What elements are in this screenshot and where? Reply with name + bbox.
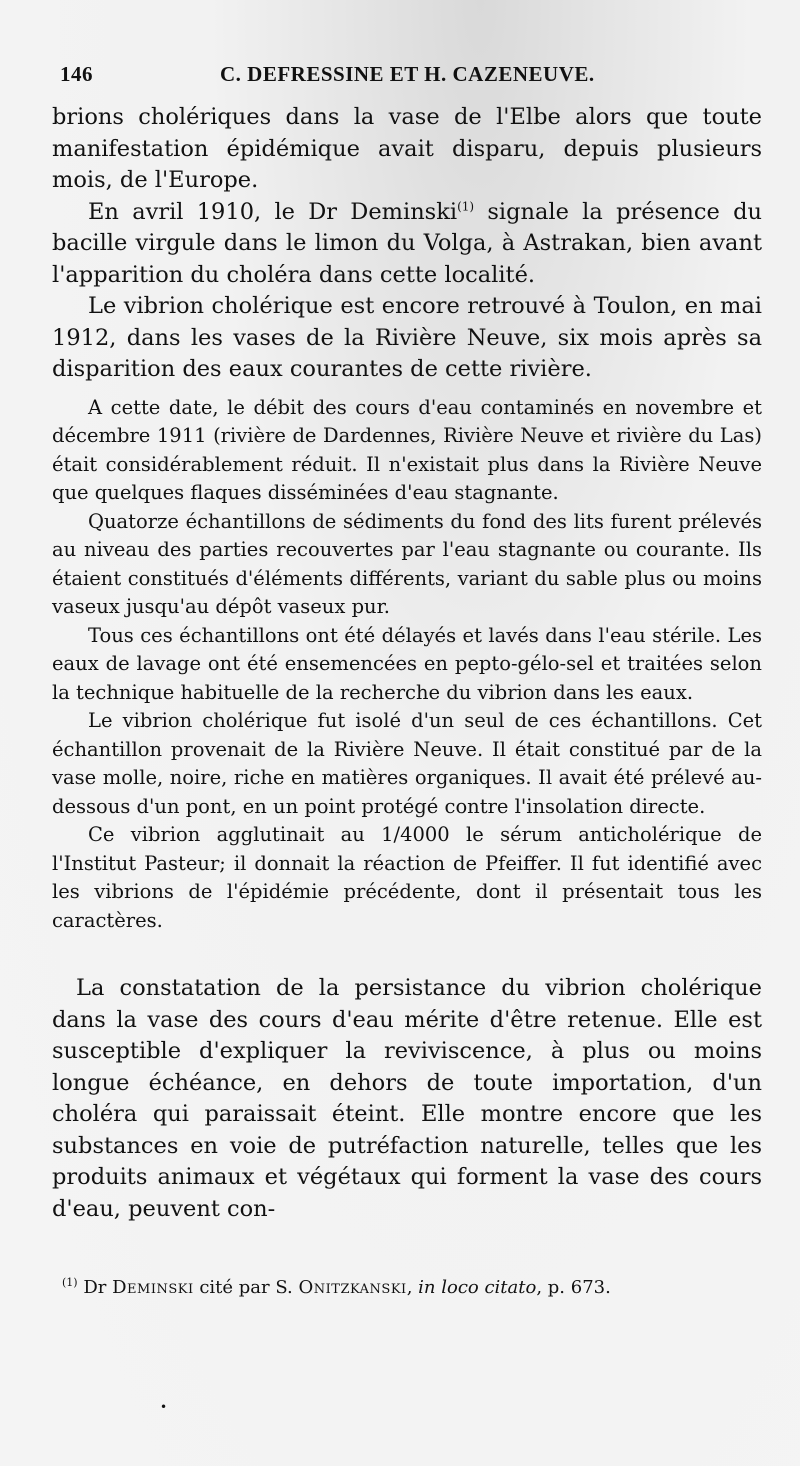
- footnote-title: Dr: [83, 1277, 107, 1298]
- paragraph-small: Le vibrion cholérique fut isolé d'un seul de ces échantillons. Cet échantillon provenait de la Rivière Neuve. Il était constitué par de la vase molle, noire, riche en matières organiques. Il avait été prélevé au-dessous d'un pont, en un point protégé contre l'insolation directe.: [52, 709, 762, 818]
- paragraph-small: Tous ces échantillons ont été délayés et lavés dans l'eau stérile. Les eaux de lavage ont été ensemencées en pepto-gélo-sel et traitées selon la technique habituelle de la recherche du vibrion dans les eaux.: [52, 623, 762, 704]
- small-text-block: [52, 394, 762, 936]
- paragraph-conclusion: La constatation de la persistance du vibrion cholérique dans la vase des cours d'eau mérite d'être retenue. Elle est susceptible d'expliquer la reviviscence, à plus ou moins longue échéance, en dehors de toute importation, d'un choléra qui paraissait éteint. Elle montre encore que les substances en voie de putréfaction naturelle, telles que les produits animaux et végétaux qui forment la vase des cours d'eau, peuvent con-: [52, 975, 762, 1222]
- paragraph-small: A cette date, le débit des cours d'eau contaminés en novembre et décembre 1911 (rivière de Dardennes, Rivière Neuve et rivière du Las) était considérablement réduit. Il n'existait plus dans la Rivière Neuve que quelques flaques disséminées d'eau stagnante.: [52, 395, 762, 504]
- main-text-block: [52, 102, 762, 386]
- paragraph-small: Quatorze échantillons de sédiments du fond des lits furent prélevés au niveau des parties recouvertes par l'eau stagnante ou courante. Ils étaient constitués d'éléments différents, variant du sable plus ou moins vaseux jusqu'au dépôt vaseux pur.: [52, 509, 762, 618]
- footnote-loco-citato: in loco citato: [418, 1277, 537, 1298]
- paragraph-toulon: Le vibrion cholérique est encore retrouvé à Toulon, en mai 1912, dans les vases de la Rivière Neuve, six mois après sa disparition des eaux courantes de cette rivière.: [52, 293, 762, 382]
- footnote-separator: ,: [406, 1277, 413, 1298]
- footnote: [52, 1271, 762, 1300]
- footnote-reference: (1): [457, 199, 475, 213]
- ink-speck: •: [160, 1400, 168, 1414]
- running-head: C. DEFRESSINE ET H. CAZENEUVE.: [220, 62, 595, 86]
- footnote-cited-by: cité par S.: [199, 1277, 293, 1298]
- spacer: [52, 935, 762, 973]
- page-number: 146: [60, 62, 93, 86]
- deminski-text-before: En avril 1910, le Dr Deminski: [88, 198, 458, 225]
- footnote-author-onitzkanski: Onitzkanski: [298, 1277, 407, 1298]
- page-header: [52, 62, 762, 102]
- paragraph-deminski: [52, 197, 762, 292]
- paragraph-continuation: brions cholériques dans la vase de l'Elbe alors que toute manifestation épidémique avait disparu, depuis plusieurs mois, de l'Europe.: [52, 104, 762, 193]
- footnote-author-deminski: Deminski: [112, 1277, 194, 1298]
- footnote-marker: (1): [62, 1276, 78, 1289]
- deminski-text-after: signale la présence du bacille virgule dans le limon du Volga, à Astrakan, bien avant l'apparition du choléra dans cette localité.: [52, 198, 762, 288]
- footnote-page: , p. 673.: [536, 1277, 611, 1298]
- paragraph-small: Ce vibrion agglutinait au 1/4000 le sérum anticholérique de l'Institut Pasteur; il donnait la réaction de Pfeiffer. Il fut identifié avec les vibrions de l'épidémie précédente, dont il présentait tous les caractères.: [52, 823, 762, 932]
- conclusion-block: [52, 973, 762, 1225]
